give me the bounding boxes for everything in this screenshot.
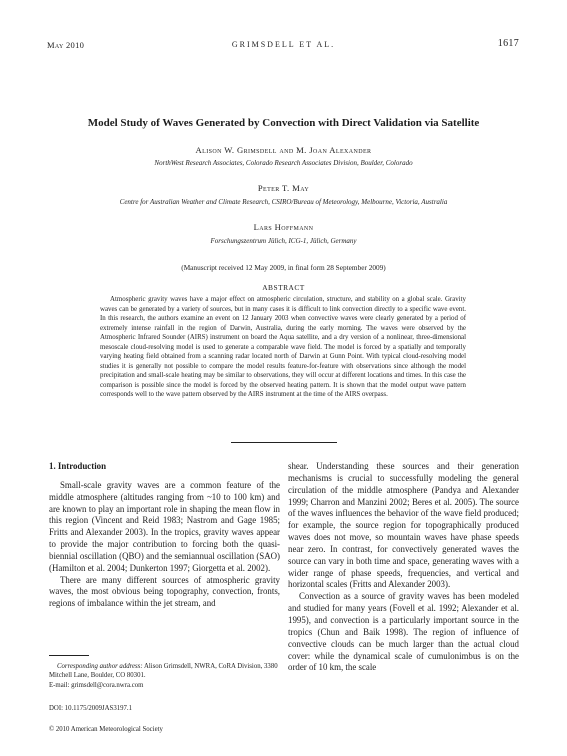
paragraph: There are many different sources of atmospheric gravity waves, the most obvious being topography, convection, fronts, regions of imbalance within the jet stream, and: [49, 574, 280, 609]
header-date: May 2010: [47, 40, 85, 50]
paper-title: Model Study of Waves Generated by Convection with Direct Validation via Satellite: [87, 117, 480, 129]
paragraph: shear. Understanding these sources and their generation mechanisms is crucial to successfully modeling the general circulation of the middle atmosphere (Pandya and Alexander 1999; Charron and Manzini 2002; Beres et al. 2005). The source of the waves influences the behavior of the wave field produced; for example, the source region for topographically produced waves does not move, so mountain waves have phase speeds near zero. In contrast, for convectively generated waves the source can vary in both time and space, generating waves with a wider range of phase speeds, frequencies, and vertical and horizontal scales (Fritts and Alexander 2003).: [288, 461, 519, 590]
paragraph: Small-scale gravity waves are a common feature of the middle atmosphere (altitudes ranging from ~10 to 100 km) and are known to play an important role in shaping the mean flow in this region (Vincent and Reid 1983; Nastrom and Gage 1985; Fritts and Alexander 2003). In the tropics, gravity waves appear to provide the major contribution to forcing both the quasi-biennial oscillation (QBO) and the semiannual oscillation (SAO) (Hamilton et al. 2004; Dunkerton 1997; Giorgetta et al. 2002).: [49, 479, 280, 573]
footnote-divider: [49, 655, 89, 656]
author-line-1: Alison W. Grimsdell and M. Joan Alexander: [195, 145, 372, 155]
abstract-text: Atmospheric gravity waves have a major effect on atmospheric circulation, structure, and stability on a global scale. Gravity waves can be generated by a variety of sources, but in many cases it is difficult to link convection directly to a specific wave event. In this research, the authors examine an event on 12 January 2003 when convective waves were clearly generated by a period of extremely intense rainfall in the region of Darwin, Australia, during the early morning. The waves were observed by the Atmospheric Infrared Sounder (AIRS) instrument on board the Aqua satellite, and a dry version of a nonlinear, three-dimensional mesoscale cloud-resolving model is used to generate a comparable wave field. The model is forced by a spatially and temporally varying heating field obtained from a scanning radar located north of Darwin at Gunn Point. With typical cloud-resolving model studies it is generally not possible to compare the model results feature-for-feature with observations since although the model precipitation and small-scale heating may be similar to observations, they will occur at different locations and times. In this case the comparison is possible since the model is forced by the observed heating pattern. It is shown that the model output wave pattern corresponds well to the wave pattern observed by the AIRS instrument at the time of the AIRS overpass.: [100, 296, 466, 399]
page-number: 1617: [497, 38, 519, 49]
footnote: [49, 662, 280, 690]
affiliation-3: Forschungszentrum Jülich, ICG-1, Jülich, Germany: [210, 237, 357, 245]
right-column: [288, 461, 519, 674]
footnote-address: Alison Grimsdell, NWRA, CoRA Division, 3380 Mitchell Lane, Boulder, CO 80301.: [49, 663, 278, 680]
abstract-heading: ABSTRACT: [262, 283, 305, 292]
section-divider: [231, 442, 337, 443]
left-column: [49, 461, 280, 610]
paragraph: Convection as a source of gravity waves has been modeled and studied for many years (Fovell et al. 1992; Alexander et al. 1995), and convection is a particularly important source in the tropics (Chun and Baik 1998). The region of influence of convective clouds can be much larger than the actual cloud cover: while the dynamical scale of cumulonimbus is on the order of 10 km, the scale: [288, 591, 519, 673]
author-line-3: Lars Hoffmann: [253, 222, 314, 232]
copyright: © 2010 American Meteorological Society: [49, 726, 163, 733]
doi: DOI: 10.1175/2009JAS3197.1: [49, 705, 133, 712]
affiliation-1: NorthWest Research Associates, Colorado Research Associates Division, Boulder, Colorado: [154, 159, 413, 167]
footnote-email: E-mail: grimsdell@cora.nwra.com: [49, 681, 144, 689]
affiliation-2: Centre for Australian Weather and Climate Research, CSIRO/Bureau of Meteorology, Melbourne, Victoria, Australia: [119, 198, 448, 206]
running-head: GRIMSDELL ET AL.: [231, 40, 336, 49]
manuscript-received: (Manuscript received 12 May 2009, in final form 28 September 2009): [181, 263, 386, 272]
footnote-label: Corresponding author address:: [57, 663, 143, 670]
section-heading: 1. Introduction: [49, 461, 107, 471]
author-line-2: Peter T. May: [257, 183, 310, 193]
